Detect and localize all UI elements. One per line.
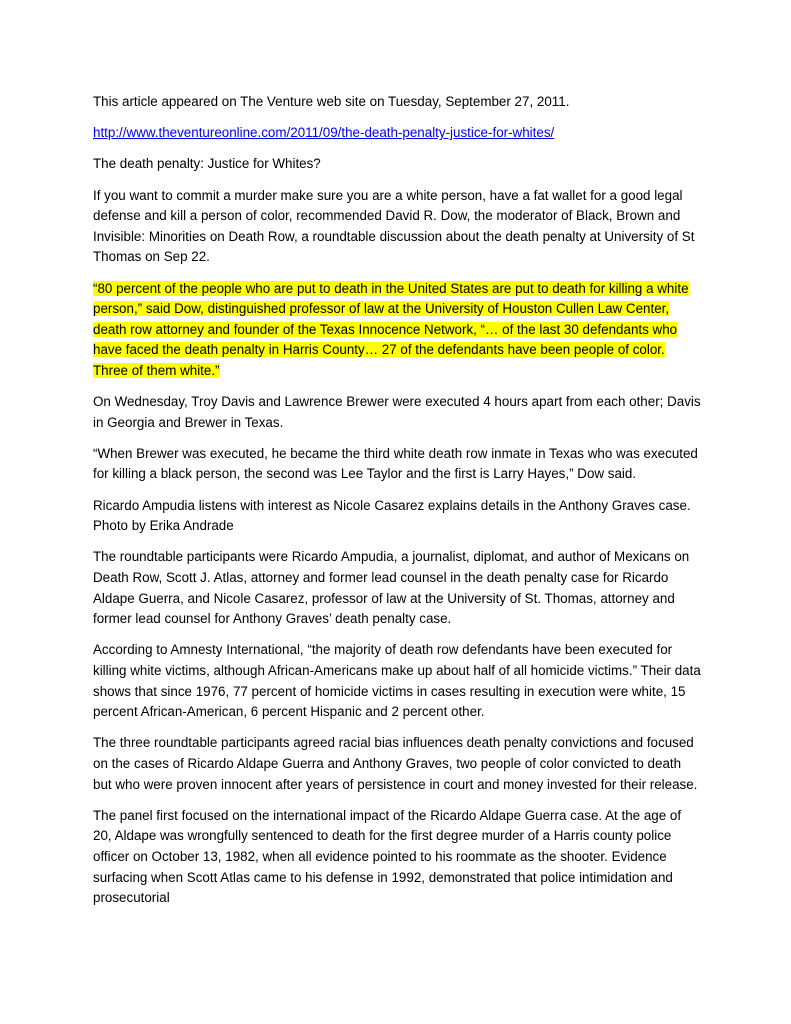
photo-caption: Ricardo Ampudia listens with interest as Nicole Casarez explains details in the Anthony Graves case. Photo by Erika Andrade	[93, 497, 691, 534]
paragraph-brewer-quote: “When Brewer was executed, he became the third white death row inmate in Texas who was executed for killing a black person, the second was Lee Taylor and the first is Larry Hayes,” Dow said.	[93, 445, 698, 482]
intro-line: This article appeared on The Venture web site on Tuesday, September 27, 2011.	[93, 94, 570, 109]
paragraph-lead: If you want to commit a murder make sure you are a white person, have a fat wallet for a good legal defense and kill a person of color, recommended David R. Dow, the moderator of Black, Brown and Invisible: Minorities on Death Row, a roundtable discussion about the death penalty at University of St Thomas on Sep 22.	[93, 187, 695, 265]
paragraph-racial-bias: The three roundtable participants agreed racial bias influences death penalty convictions and focused on the cases of Ricardo Aldape Guerra and Anthony Graves, two people of color convicted to death but who were proven innocent after years of persistence in court and money invested for their release.	[93, 735, 698, 792]
paragraph-aldape-case: The panel first focused on the international impact of the Ricardo Aldape Guerra case. At the age of 20, Aldape was wrongfully sentenced to death for the first degree murder of a Harris county police officer on October 13, 1982, when all evidence pointed to his roommate as the shooter. Evidence surfacing when Scott Atlas came to his defense in 1992, demonstrated that police intimidation and prosecutorial	[93, 807, 682, 906]
source-link[interactable]: http://www.theventureonline.com/2011/09/the-death-penalty-justice-for-whites/	[93, 125, 555, 141]
source-link-line	[93, 123, 703, 144]
document-page	[93, 92, 703, 919]
paragraph-participants: The roundtable participants were Ricardo Ampudia, a journalist, diplomat, and author of Mexicans on Death Row, Scott J. Atlas, attorney and former lead counsel in the death penalty case for Ricardo Aldape Guerra, and Nicole Casarez, professor of law at the University of St. Thomas, attorney and former lead counsel for Anthony Graves’ death penalty case.	[93, 549, 690, 627]
paragraph-executions: On Wednesday, Troy Davis and Lawrence Brewer were executed 4 hours apart from each other; Davis in Georgia and Brewer in Texas.	[93, 394, 701, 430]
highlighted-quote: “80 percent of the people who are put to death in the United States are put to death for killing a white person,” said Dow, distinguished professor of law at the University of Houston Cullen Law Center, death row attorney and founder of the Texas Innocence Network, “… of the last 30 defendants who have faced the death penalty in Harris County… 27 of the defendants have been people of color. Three of them white.”	[93, 280, 689, 378]
paragraph-amnesty: According to Amnesty International, “the majority of death row defendants have been executed for killing white victims, although African-Americans make up about half of all homicide victims.” Their data shows that since 1976, 77 percent of homicide victims in cases resulting in execution were white, 15 percent African-American, 6 percent Hispanic and 2 percent other.	[93, 642, 701, 720]
paragraph-dow-quote	[93, 279, 703, 382]
article-headline: The death penalty: Justice for Whites?	[93, 156, 321, 172]
